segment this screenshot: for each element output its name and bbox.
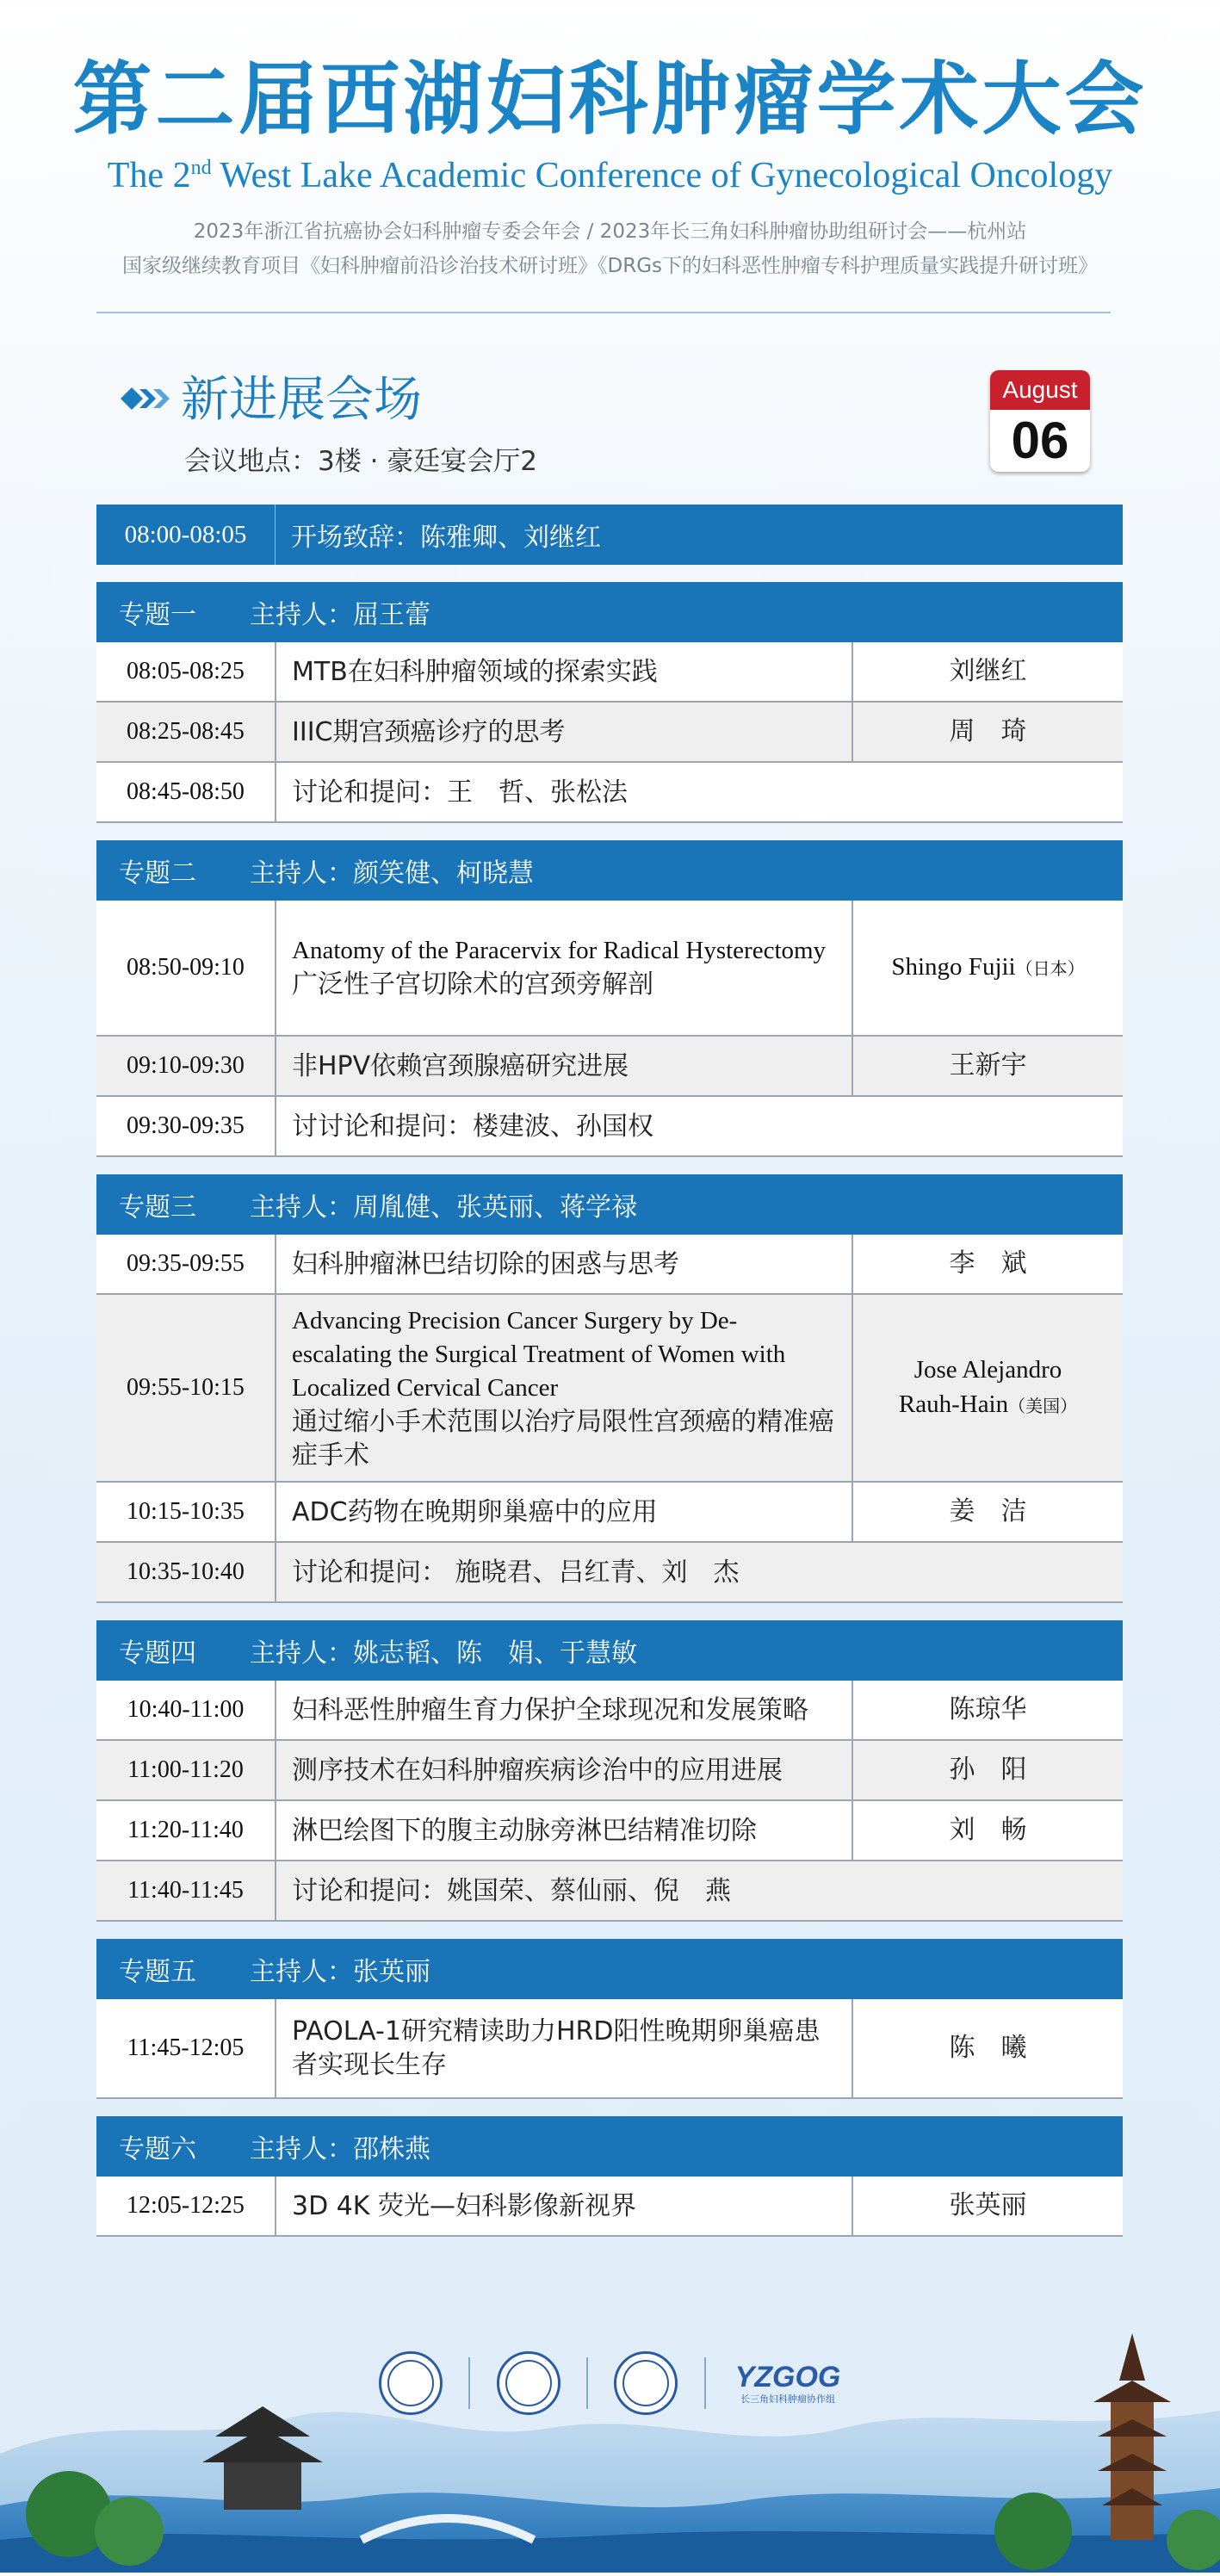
topic-cn: 通过缩小手术范围以治疗局限性宫颈癌的精准癌症手术 bbox=[292, 1406, 834, 1471]
row-topic bbox=[276, 763, 1123, 821]
row-topic bbox=[276, 1037, 852, 1095]
row-time: 09:35-09:55 bbox=[96, 1235, 276, 1293]
topic-cn: 讨讨论和提问：楼建波、孙国权 bbox=[292, 1111, 653, 1142]
row-topic bbox=[276, 1097, 1123, 1155]
session-header bbox=[96, 840, 1123, 901]
session-title: 专题四 bbox=[119, 1638, 196, 1669]
topic-cn: IIIC期宫颈癌诊疗的思考 bbox=[292, 716, 566, 747]
session-host: 主持人：邵株燕 bbox=[250, 2134, 430, 2164]
opening-row bbox=[96, 505, 1123, 565]
logo-divider bbox=[704, 2357, 706, 2409]
session-title: 专题二 bbox=[119, 858, 196, 889]
schedule-row bbox=[96, 763, 1123, 823]
session-header bbox=[96, 2116, 1123, 2177]
yzgog-logo bbox=[732, 2361, 844, 2406]
session-host: 主持人：姚志韬、陈 娟、于慧敏 bbox=[250, 1638, 637, 1669]
conference-subtitle-2: 国家级继续教育项目《妇科肿瘤前沿诊治技术研讨班》《DRGs下的妇科恶性肿瘤专科护理质量实践提升研讨班》 bbox=[122, 255, 1098, 277]
speaker-name: 刘 畅 bbox=[949, 1815, 1027, 1845]
speaker-name-en: Jose Alejandro bbox=[913, 1356, 1062, 1384]
hospital-logo-icon bbox=[497, 2351, 560, 2415]
row-topic bbox=[276, 1741, 852, 1799]
row-topic bbox=[276, 901, 852, 1035]
session-header bbox=[96, 1939, 1123, 1999]
topic-cn: PAOLA-1研究精读助力HRD阳性晚期卵巢癌患者实现长生存 bbox=[292, 2016, 821, 2080]
row-time: 12:05-12:25 bbox=[96, 2177, 276, 2235]
row-speaker bbox=[852, 1037, 1123, 1095]
opening-time: 08:00-08:05 bbox=[96, 505, 276, 565]
schedule bbox=[96, 505, 1123, 2254]
row-topic bbox=[276, 1681, 852, 1739]
speaker-name: 孙 阳 bbox=[949, 1755, 1027, 1785]
row-time: 11:00-11:20 bbox=[96, 1741, 276, 1799]
topic-cn: 妇科恶性肿瘤生育力保护全球现况和发展策略 bbox=[292, 1694, 808, 1725]
topic-cn: 测序技术在妇科肿瘤疾病诊治中的应用进展 bbox=[292, 1755, 783, 1786]
schedule-row bbox=[96, 642, 1123, 703]
row-topic bbox=[276, 1295, 852, 1481]
schedule-row bbox=[96, 901, 1123, 1037]
topic-cn: 3D 4K 荧光—妇科影像新视界 bbox=[292, 2190, 637, 2221]
topic-cn: 讨论和提问：姚国荣、蔡仙丽、倪 燕 bbox=[292, 1875, 731, 1906]
row-speaker bbox=[852, 901, 1123, 1035]
row-time: 11:40-11:45 bbox=[96, 1861, 276, 1920]
header-divider bbox=[96, 312, 1111, 313]
session-block bbox=[96, 582, 1123, 823]
topic-cn: 淋巴绘图下的腹主动脉旁淋巴结精准切除 bbox=[292, 1815, 757, 1846]
row-time: 10:15-10:35 bbox=[96, 1483, 276, 1541]
schedule-row bbox=[96, 1097, 1123, 1157]
row-topic bbox=[276, 1483, 852, 1541]
schedule-row bbox=[96, 2177, 1123, 2237]
date-day: 06 bbox=[1011, 412, 1069, 469]
speaker-country: （日本） bbox=[1015, 958, 1085, 979]
topic-en: Anatomy of the Paracervix for Radical Hysterectomy bbox=[292, 937, 827, 964]
topic-cn: 讨论和提问：王 哲、张松法 bbox=[292, 777, 628, 808]
topic-cn: 非HPV依赖宫颈腺癌研究进展 bbox=[292, 1050, 629, 1081]
row-topic bbox=[276, 2177, 852, 2235]
row-topic bbox=[276, 703, 852, 761]
speaker-country: （美国） bbox=[1008, 1396, 1078, 1416]
row-speaker bbox=[852, 1999, 1123, 2097]
row-speaker bbox=[852, 703, 1123, 761]
schedule-row bbox=[96, 1741, 1123, 1801]
date-badge bbox=[990, 370, 1090, 472]
row-time: 09:10-09:30 bbox=[96, 1037, 276, 1095]
cccs-logo-icon bbox=[614, 2351, 678, 2415]
schedule-row bbox=[96, 703, 1123, 763]
row-time: 08:45-08:50 bbox=[96, 763, 276, 821]
session-host: 主持人：周胤健、张英丽、蒋学禄 bbox=[250, 1192, 637, 1223]
topic-cn: MTB在妇科肿瘤领域的探索实践 bbox=[292, 656, 658, 687]
logo-divider bbox=[468, 2357, 470, 2409]
session-host: 主持人：张英丽 bbox=[250, 1957, 430, 1987]
row-speaker bbox=[852, 1801, 1123, 1860]
row-speaker bbox=[852, 1483, 1123, 1541]
speaker-name: 张英丽 bbox=[949, 2190, 1027, 2220]
session-block bbox=[96, 2116, 1123, 2237]
speaker-name: 姜 洁 bbox=[949, 1496, 1027, 1526]
schedule-row bbox=[96, 1483, 1123, 1543]
schedule-row bbox=[96, 1543, 1123, 1603]
row-topic bbox=[276, 1999, 852, 2097]
row-topic bbox=[276, 1861, 1123, 1920]
row-topic bbox=[276, 1801, 852, 1860]
topic-cn: ADC药物在晚期卵巢癌中的应用 bbox=[292, 1496, 658, 1527]
footer-landscape bbox=[0, 2282, 1220, 2573]
topic-cn: 讨论和提问： 施晓君、吕红青、刘 杰 bbox=[292, 1557, 740, 1588]
row-time: 09:30-09:35 bbox=[96, 1097, 276, 1155]
row-speaker bbox=[852, 1741, 1123, 1799]
logo-divider bbox=[586, 2357, 588, 2409]
row-time: 08:50-09:10 bbox=[96, 901, 276, 1035]
session-block bbox=[96, 1174, 1123, 1603]
speaker-name-en-line2: Rauh-Hain（美国） bbox=[898, 1390, 1078, 1418]
session-title: 专题六 bbox=[119, 2134, 196, 2164]
row-time: 08:25-08:45 bbox=[96, 703, 276, 761]
session-header bbox=[96, 1620, 1123, 1681]
row-topic bbox=[276, 1235, 852, 1293]
row-time: 10:40-11:00 bbox=[96, 1681, 276, 1739]
row-time: 11:20-11:40 bbox=[96, 1801, 276, 1860]
conference-header bbox=[0, 52, 1220, 283]
session-host: 主持人：颜笑健、柯晓慧 bbox=[250, 858, 534, 889]
speaker-name: 刘继红 bbox=[949, 656, 1027, 686]
topic-en: Advancing Precision Cancer Surgery by De-escalating the Surgical Treatment of Women with Localized Cervical Cancer bbox=[292, 1306, 786, 1402]
session-header bbox=[96, 582, 1123, 642]
session-block bbox=[96, 840, 1123, 1157]
speaker-name: 李 斌 bbox=[949, 1248, 1027, 1279]
session-block bbox=[96, 1620, 1123, 1922]
row-topic bbox=[276, 1543, 1123, 1601]
association-logo-icon bbox=[379, 2351, 443, 2415]
yzgog-logo-subtext: 长三角妇科肿瘤协作组 bbox=[740, 2393, 835, 2405]
session-host: 主持人：屈王蕾 bbox=[250, 600, 430, 630]
row-speaker bbox=[852, 2177, 1123, 2235]
row-time: 09:55-10:15 bbox=[96, 1295, 276, 1481]
row-time: 10:35-10:40 bbox=[96, 1543, 276, 1601]
conference-title-cn: 第二届西湖妇科肿瘤学术大会 bbox=[72, 53, 1148, 146]
session-title: 专题一 bbox=[119, 600, 196, 630]
speaker-name: 周 琦 bbox=[949, 716, 1027, 746]
sponsor-logos bbox=[379, 2349, 844, 2418]
session-title: 专题五 bbox=[119, 1957, 196, 1987]
session-block bbox=[96, 1939, 1123, 2099]
speaker-name: 陈琼华 bbox=[949, 1694, 1027, 1725]
row-time: 11:45-12:05 bbox=[96, 1999, 276, 2097]
schedule-row bbox=[96, 1999, 1123, 2099]
session-title: 专题三 bbox=[119, 1192, 196, 1223]
speaker-name: 陈 曦 bbox=[949, 2033, 1027, 2063]
date-month: August bbox=[990, 370, 1090, 410]
schedule-row bbox=[96, 1235, 1123, 1295]
venue-name: 新进展会场 bbox=[181, 372, 422, 428]
row-speaker bbox=[852, 1235, 1123, 1293]
row-topic bbox=[276, 642, 852, 701]
venue-location: 会议地点：3楼 · 豪廷宴会厅2 bbox=[184, 446, 538, 477]
session-list bbox=[96, 582, 1123, 2237]
schedule-row bbox=[96, 1861, 1123, 1922]
topic-cn: 妇科肿瘤淋巴结切除的困惑与思考 bbox=[292, 1248, 679, 1279]
schedule-row bbox=[96, 1681, 1123, 1741]
conference-subtitle-1: 2023年浙江省抗癌协会妇科肿瘤专委会年会 / 2023年长三角妇科肿瘤协助组研讨会——杭州站 bbox=[193, 220, 1027, 243]
session-header bbox=[96, 1174, 1123, 1235]
conference-title-en: The 2nd West Lake Academic Conference of Gynecological Oncology bbox=[107, 156, 1113, 195]
double-arrow-icon bbox=[121, 386, 172, 412]
topic-cn: 广泛性子宫切除术的宫颈旁解剖 bbox=[292, 969, 653, 1000]
schedule-row bbox=[96, 1801, 1123, 1861]
landscape-illustration bbox=[0, 2282, 1220, 2573]
row-speaker bbox=[852, 1295, 1123, 1481]
row-speaker bbox=[852, 1681, 1123, 1739]
speaker-name-en: Shingo Fujii（日本） bbox=[891, 953, 1085, 981]
yzgog-logo-text: YZGOG bbox=[734, 2361, 841, 2393]
schedule-row bbox=[96, 1295, 1123, 1483]
opening-text: 开场致辞：陈雅卿、刘继红 bbox=[291, 523, 601, 553]
speaker-name: 王新宇 bbox=[949, 1050, 1027, 1081]
row-speaker bbox=[852, 642, 1123, 701]
row-time: 08:05-08:25 bbox=[96, 642, 276, 701]
schedule-row bbox=[96, 1037, 1123, 1097]
